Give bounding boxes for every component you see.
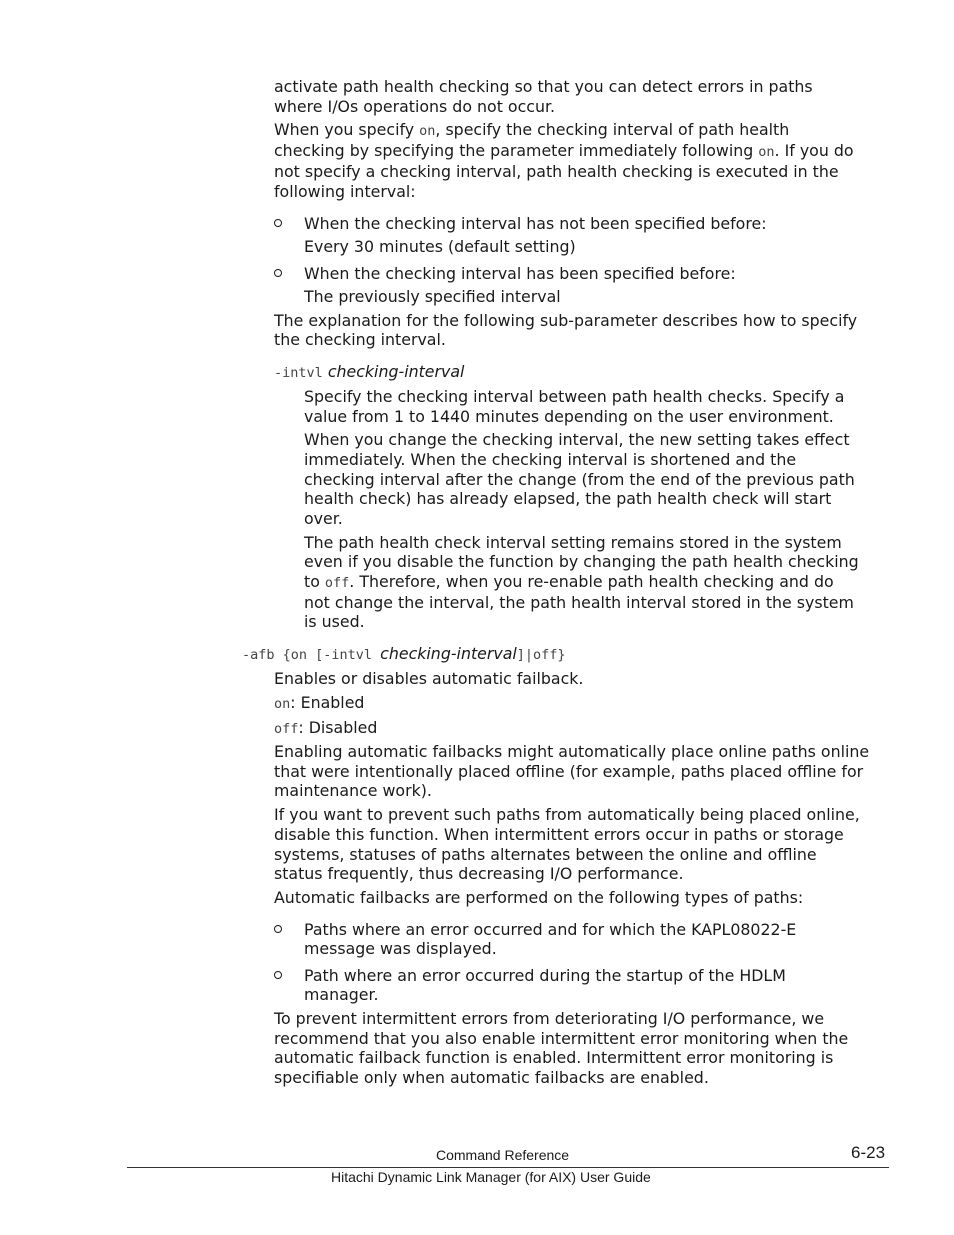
bullet-icon xyxy=(274,269,282,277)
body-text: automatic failback function is enabled. Intermittent error monitoring is xyxy=(274,1048,834,1067)
body-text: Enabling automatic failbacks might automatically place online paths online xyxy=(274,742,870,761)
body-text: specifiable only when automatic failbacks are enabled. xyxy=(274,1068,709,1087)
body-text: The explanation for the following sub-parameter describes how to specify xyxy=(274,311,858,330)
body-text: If you want to prevent such paths from automatically being placed online, xyxy=(274,805,860,824)
body-text: following interval: xyxy=(274,182,416,201)
body-text: where I/Os operations do not occur. xyxy=(274,97,556,116)
list-item: message was displayed. xyxy=(304,939,497,958)
list-item-detail: The previously specified interval xyxy=(304,287,561,306)
body-text: activate path health checking so that you can detect errors in paths xyxy=(274,77,813,96)
code-literal: on xyxy=(758,144,775,160)
code-literal: on xyxy=(419,123,436,139)
footer-section-title: Command Reference xyxy=(436,1147,570,1163)
body-text: not specify a checking interval, path health checking is executed in the xyxy=(274,162,839,181)
body-text: recommend that you also enable intermittent error monitoring when the xyxy=(274,1029,849,1048)
body-text: Enables or disables automatic failback. xyxy=(274,669,584,688)
body-text: even if you disable the function by changing the path health checking xyxy=(304,552,859,571)
body-text: The path health check interval setting remains stored in the system xyxy=(304,533,842,552)
body-text: disable this function. When intermittent errors occur in paths or storage xyxy=(274,825,844,844)
body-text: over. xyxy=(304,509,343,528)
body-text: systems, statuses of paths alternates between the online and offline xyxy=(274,845,817,864)
body-text: Specify the checking interval between path health checks. Specify a xyxy=(304,387,845,406)
list-item: Paths where an error occurred and for which the KAPL08022-E xyxy=(304,920,797,939)
footer-divider xyxy=(127,1167,889,1168)
body-text: checking by specifying the parameter immediately following on. If you do xyxy=(274,141,854,160)
body-text: health check) has already elapsed, the path health check will start xyxy=(304,489,832,508)
body-text: maintenance work). xyxy=(274,781,432,800)
body-text: checking interval after the change (from the end of the previous path xyxy=(304,470,855,489)
body-text: To prevent intermittent errors from deteriorating I/O performance, we xyxy=(274,1009,825,1028)
list-item: manager. xyxy=(304,985,379,1004)
parameter-heading: -afb {on [-intvl checking-interval]|off} xyxy=(242,644,566,663)
body-text: is used. xyxy=(304,612,365,631)
bullet-icon xyxy=(274,925,282,933)
bullet-icon xyxy=(274,971,282,979)
body-text: value from 1 to 1440 minutes depending on the user environment. xyxy=(304,407,834,426)
list-item-detail: Every 30 minutes (default setting) xyxy=(304,237,576,256)
body-text: status frequently, thus decreasing I/O performance. xyxy=(274,864,684,883)
body-text: not change the interval, the path health interval stored in the system xyxy=(304,593,854,612)
body-text: When you change the checking interval, the new setting takes effect xyxy=(304,430,850,449)
page-number: 6-23 xyxy=(851,1143,886,1162)
body-text: the checking interval. xyxy=(274,330,446,349)
code-literal: off xyxy=(324,575,350,591)
body-text: Automatic failbacks are performed on the following types of paths: xyxy=(274,888,804,907)
option-on: on: Enabled xyxy=(274,693,365,712)
list-item: When the checking interval has not been specified before: xyxy=(304,214,767,233)
list-item: Path where an error occurred during the startup of the HDLM xyxy=(304,966,786,985)
footer-book-title: Hitachi Dynamic Link Manager (for AIX) User Guide xyxy=(331,1169,651,1185)
list-item: When the checking interval has been specified before: xyxy=(304,264,736,283)
body-text: immediately. When the checking interval is shortened and the xyxy=(304,450,797,469)
parameter-heading: -intvl checking-interval xyxy=(274,362,465,381)
body-text: that were intentionally placed offline (for example, paths placed offline for xyxy=(274,762,864,781)
body-text: to off. Therefore, when you re-enable path health checking and do xyxy=(304,572,834,591)
body-text: When you specify on, specify the checking interval of path health xyxy=(274,120,790,139)
bullet-icon xyxy=(274,219,282,227)
option-off: off: Disabled xyxy=(274,718,378,737)
